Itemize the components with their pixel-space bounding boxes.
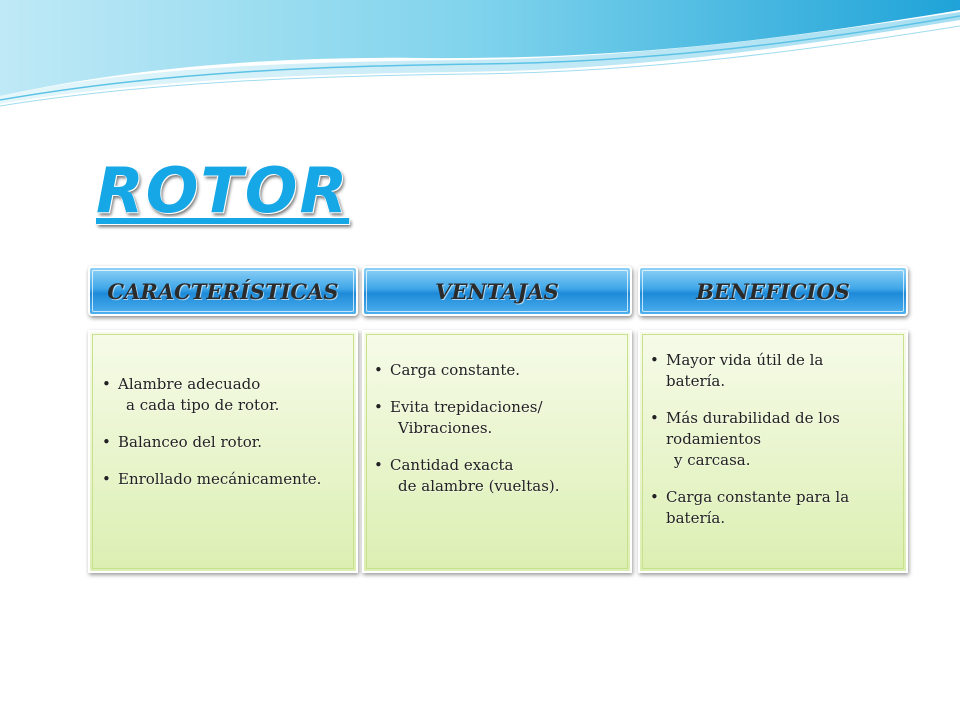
item-text: Enrollado mecánicamente.	[118, 470, 322, 488]
ventajas-list	[364, 332, 630, 497]
item-text-continued: y carcasa.	[674, 451, 751, 469]
list-item	[640, 408, 906, 471]
item-text: Más durabilidad de los	[666, 409, 840, 427]
decorative-wave-banner	[0, 0, 960, 110]
header-beneficios: BENEFICIOS	[638, 266, 908, 316]
header-caracteristicas: CARACTERÍSTICAS	[88, 266, 358, 316]
list-item	[364, 397, 630, 439]
item-text-continued: batería.	[666, 509, 726, 527]
ventajas-box	[362, 330, 632, 573]
item-text-continued: rodamientos	[666, 430, 762, 448]
list-item	[364, 360, 630, 381]
list-item	[640, 487, 906, 529]
item-text-continued: a cada tipo de rotor.	[126, 396, 280, 414]
header-ventajas: VENTAJAS	[362, 266, 632, 316]
item-text: Mayor vida útil de la	[666, 351, 824, 369]
item-text: Cantidad exacta	[390, 456, 514, 474]
list-item	[92, 374, 356, 416]
caracteristicas-box	[88, 330, 358, 573]
item-text-continued: batería.	[666, 372, 726, 390]
item-text: Alambre adecuado	[118, 375, 261, 393]
page-title: ROTOR	[96, 154, 350, 227]
list-item	[640, 350, 906, 392]
list-item	[92, 469, 356, 490]
item-text: Balanceo del rotor.	[118, 433, 263, 451]
item-text: Evita trepidaciones/	[390, 398, 543, 416]
list-item	[92, 432, 356, 453]
item-text-continued: Vibraciones.	[398, 419, 493, 437]
caracteristicas-list	[90, 332, 356, 490]
item-text: Carga constante para la	[666, 488, 850, 506]
item-text: Carga constante.	[390, 361, 520, 379]
list-item	[364, 455, 630, 497]
beneficios-box	[638, 330, 908, 573]
item-text-continued: de alambre (vueltas).	[398, 477, 560, 495]
beneficios-list	[640, 332, 906, 529]
